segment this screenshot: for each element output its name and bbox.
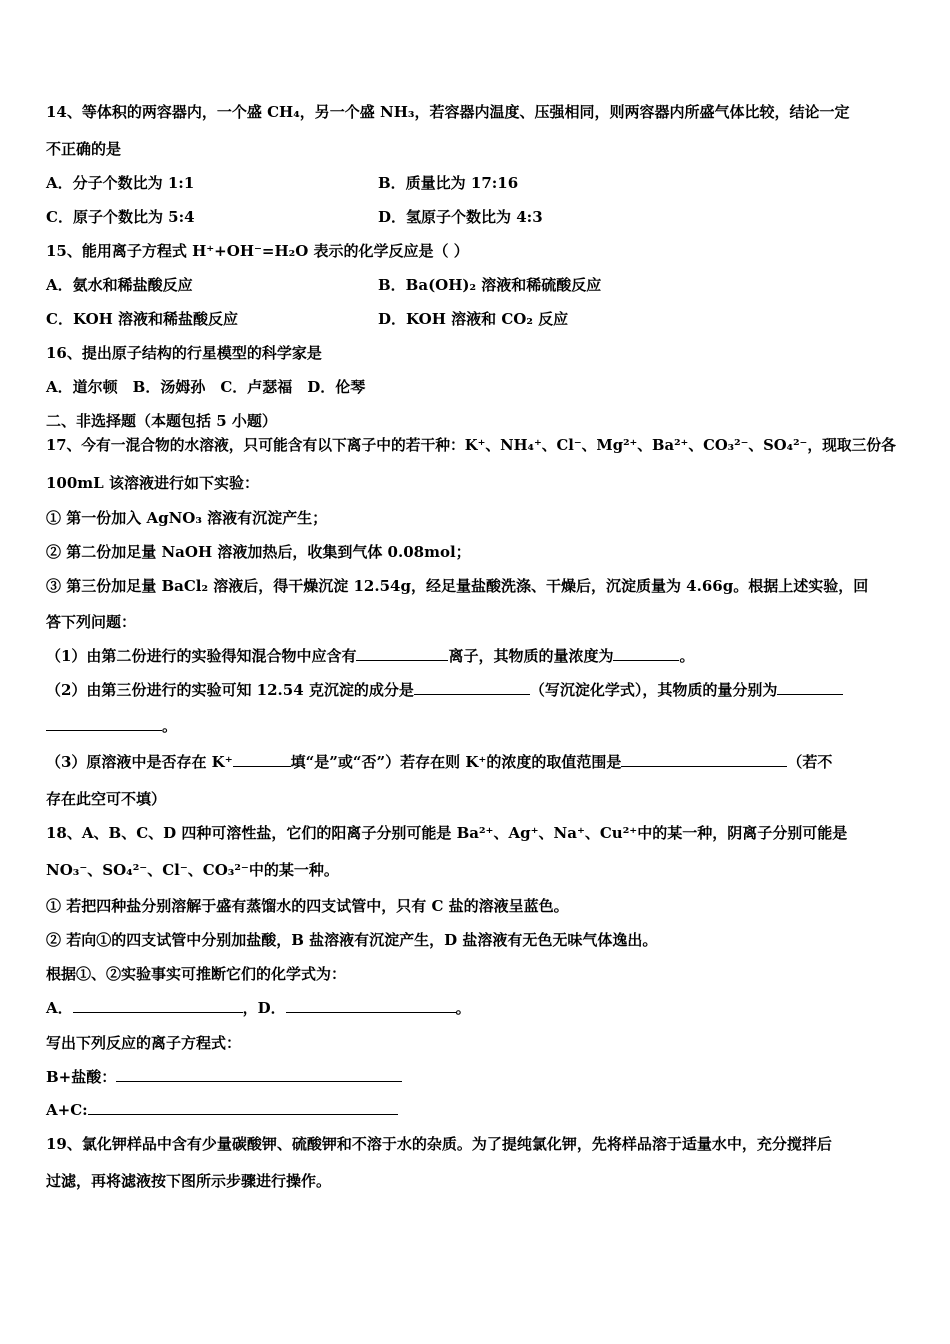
section-heading: 二、非选择题（本题包括 5 小题） [46, 412, 277, 430]
q16-options: A．道尔顿 B．汤姆孙 C．卢瑟福 D．伦琴 [46, 378, 366, 396]
q18-infer: 根据①、②实验事实可推断它们的化学式为： [46, 965, 347, 983]
q14-option-a: A．分子个数比为 1:1 [46, 174, 195, 192]
q14-option-d: D．氢原子个数比为 4:3 [378, 208, 543, 226]
q17-sub1-text-c: 。 [679, 647, 695, 665]
q18-stem-line2: NO₃⁻、SO₄²⁻、Cl⁻、CO₃²⁻中的某一种。 [46, 861, 339, 879]
q14-stem-line2: 不正确的是 [46, 140, 122, 158]
q17-sub3-line2: 存在此空可不填） [46, 790, 167, 808]
q15-option-d: D．KOH 溶液和 CO₂ 反应 [378, 310, 569, 328]
q15-option-b: B．Ba(OH)₂ 溶液和稀硫酸反应 [378, 276, 602, 294]
q18-equation-b [46, 1067, 402, 1087]
q17-sub2-text-a: （2）由第三份进行的实验可知 12.54 克沉淀的成分是 [46, 681, 414, 699]
q15-option-c: C．KOH 溶液和稀盐酸反应 [46, 310, 239, 328]
q17-sub3-text-b: 填“是”或“否”）若存在则 K⁺的浓度的取值范围是 [290, 753, 622, 771]
q17-sub2-blank-amount-1[interactable] [777, 680, 843, 695]
q17-stem-line1: 17、今有一混合物的水溶液，只可能含有以下离子中的若干种：K⁺、NH₄⁺、Cl⁻、Mg²⁺、Ba²⁺、CO₃²⁻、SO₄²⁻，现取三份各 [46, 437, 896, 454]
q18-blank-eq-ac[interactable] [88, 1100, 398, 1115]
q17-sub1-blank-concentration[interactable] [613, 646, 679, 661]
q17-sub2-continued [46, 716, 177, 736]
q17-sub3-blank-range[interactable] [621, 752, 787, 767]
q17-step3-line2: 答下列问题： [46, 613, 137, 631]
q15-option-a: A．氨水和稀盐酸反应 [46, 276, 193, 294]
q18-label-a: A． [46, 999, 73, 1017]
q14-option-b: B．质量比为 17:16 [378, 174, 519, 192]
q18-label-d: ，D． [242, 999, 286, 1017]
q17-sub1-text-b: 离子，其物质的量浓度为 [448, 647, 614, 665]
q17-sub1-text-a: （1）由第二份进行的实验得知混合物中应含有 [46, 647, 357, 665]
q18-eq-ac-label: A+C: [46, 1101, 88, 1119]
q18-answer-end: 。 [455, 999, 471, 1017]
q14-option-c: C．原子个数比为 5:4 [46, 208, 195, 226]
q17-step3-line1: ③ 第三份加足量 BaCl₂ 溶液后，得干燥沉淀 12.54g，经足量盐酸洗涤、干燥后，沉淀质量为 4.66g。根据上述实验，回 [46, 577, 869, 595]
q17-sub2-blank-formula[interactable] [414, 680, 530, 695]
q17-step1: ① 第一份加入 AgNO₃ 溶液有沉淀产生； [46, 509, 328, 527]
q17-sub2 [46, 680, 843, 700]
q18-eq-b-label: B+盐酸： [46, 1068, 117, 1086]
q16-stem: 16、提出原子结构的行星模型的科学家是 [46, 344, 322, 362]
q17-sub2-text-c: 。 [162, 717, 178, 735]
q15-stem: 15、能用离子方程式 H⁺+OH⁻=H₂O 表示的化学反应是（ ） [46, 242, 469, 260]
q18-step1: ① 若把四种盐分别溶解于盛有蒸馏水的四支试管中，只有 C 盐的溶液呈蓝色。 [46, 897, 569, 915]
q17-sub2-text-b: （写沉淀化学式），其物质的量分别为 [529, 681, 778, 699]
q19-stem-line2: 过滤，再将滤液按下图所示步骤进行操作。 [46, 1172, 332, 1190]
q18-blank-a[interactable] [73, 998, 243, 1013]
q17-sub1 [46, 646, 694, 666]
q14-stem-line1: 14、等体积的两容器内，一个盛 CH₄，另一个盛 NH₃，若容器内温度、压强相同，则两容器内所盛气体比较，结论一定 [46, 103, 850, 121]
q18-step2: ② 若向①的四支试管中分别加盐酸，B 盐溶液有沉淀产生，D 盐溶液有无色无味气体逸出。 [46, 931, 658, 949]
q17-sub2-blank-amount-2[interactable] [46, 716, 162, 731]
q18-equation-ac [46, 1100, 398, 1120]
q17-sub1-blank-ion[interactable] [356, 646, 448, 661]
q18-stem-line1: 18、A、B、C、D 四种可溶性盐，它们的阳离子分别可能是 Ba²⁺、Ag⁺、Na⁺、Cu²⁺中的某一种，阴离子分别可能是 [46, 824, 848, 842]
q17-sub3 [46, 752, 832, 772]
q18-answer-line [46, 998, 471, 1018]
q18-blank-eq-b[interactable] [116, 1067, 402, 1082]
q17-sub3-text-a: （3）原溶液中是否存在 K⁺ [46, 753, 233, 771]
q17-sub3-blank-yesno[interactable] [233, 752, 291, 767]
q18-blank-d[interactable] [286, 998, 456, 1013]
q17-step2: ② 第二份加足量 NaOH 溶液加热后，收集到气体 0.08mol； [46, 543, 471, 561]
q18-write-prompt: 写出下列反应的离子方程式： [46, 1034, 242, 1052]
q17-sub3-text-c: （若不 [787, 753, 833, 771]
q17-stem-line2: 100mL 该溶液进行如下实验： [46, 474, 259, 492]
q19-stem-line1: 19、氯化钾样品中含有少量碳酸钾、硫酸钾和不溶于水的杂质。为了提纯氯化钾，先将样品溶于适量水中，充分搅拌后 [46, 1135, 832, 1153]
